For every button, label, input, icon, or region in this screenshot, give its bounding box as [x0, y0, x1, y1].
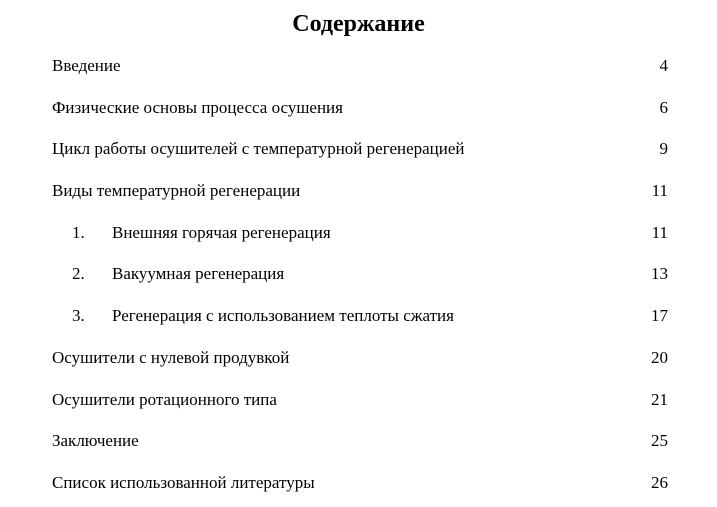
toc-dot-leader	[316, 470, 648, 490]
toc-dot-leader	[140, 428, 648, 448]
toc-entry-page: 25	[651, 431, 668, 451]
toc-entry-page: 11	[651, 181, 668, 201]
toc-entry-page: 11	[651, 222, 668, 242]
toc-entry	[52, 382, 668, 424]
toc-entry-page: 9	[659, 139, 668, 159]
toc-dot-leader	[455, 303, 648, 323]
toc-title: Содержание	[292, 11, 425, 37]
toc-entry-page: 26	[651, 472, 668, 492]
toc-entry	[52, 48, 668, 90]
toc-subentry	[52, 256, 668, 298]
toc-entry-text: Виды температурной регенерации	[52, 181, 301, 201]
toc-entry-text: Список использованной литературы	[52, 472, 315, 492]
toc-entry-text: Внешняя горячая регенерация	[112, 222, 331, 242]
toc-entry	[52, 423, 668, 465]
toc-dot-leader	[285, 261, 648, 281]
toc-dot-leader	[332, 220, 649, 240]
toc-dot-leader	[278, 387, 648, 407]
toc-entry-number: 3.	[72, 306, 85, 326]
toc-entry-page: 13	[651, 264, 668, 284]
toc-entry-number: 2.	[72, 264, 85, 284]
toc-entry-page: 20	[651, 347, 668, 367]
toc-entry-text: Осушители ротационного типа	[52, 389, 277, 409]
toc-entry-page: 6	[659, 97, 668, 117]
toc-entry-number: 1.	[72, 222, 85, 242]
toc-entry-text: Цикл работы осушителей с температурной регенерацией	[52, 139, 465, 159]
toc-dot-leader	[344, 95, 657, 115]
toc-dot-leader	[290, 345, 648, 365]
toc-dot-leader	[466, 136, 657, 156]
toc-subentry	[52, 298, 668, 340]
toc-entry-page: 21	[651, 389, 668, 409]
toc-entry-text: Регенерация с использованием теплоты сжатия	[112, 306, 454, 326]
toc-entry-text: Осушители с нулевой продувкой	[52, 347, 290, 367]
toc-entry-text: Введение	[52, 56, 121, 75]
toc-entry-page: 17	[651, 306, 668, 326]
toc-entry-page: 4	[659, 56, 668, 75]
toc-subentry	[52, 215, 668, 257]
toc-dot-leader	[122, 53, 657, 73]
table-of-contents	[52, 48, 668, 507]
toc-entry	[52, 131, 668, 173]
toc-entry	[52, 173, 668, 215]
toc-entry-text: Физические основы процесса осушения	[52, 97, 343, 117]
toc-entry-text: Заключение	[52, 431, 139, 451]
toc-entry	[52, 465, 668, 507]
toc-entry-text: Вакуумная регенерация	[112, 264, 285, 284]
toc-entry	[52, 90, 668, 132]
toc-dot-leader	[301, 178, 648, 198]
toc-entry	[52, 340, 668, 382]
